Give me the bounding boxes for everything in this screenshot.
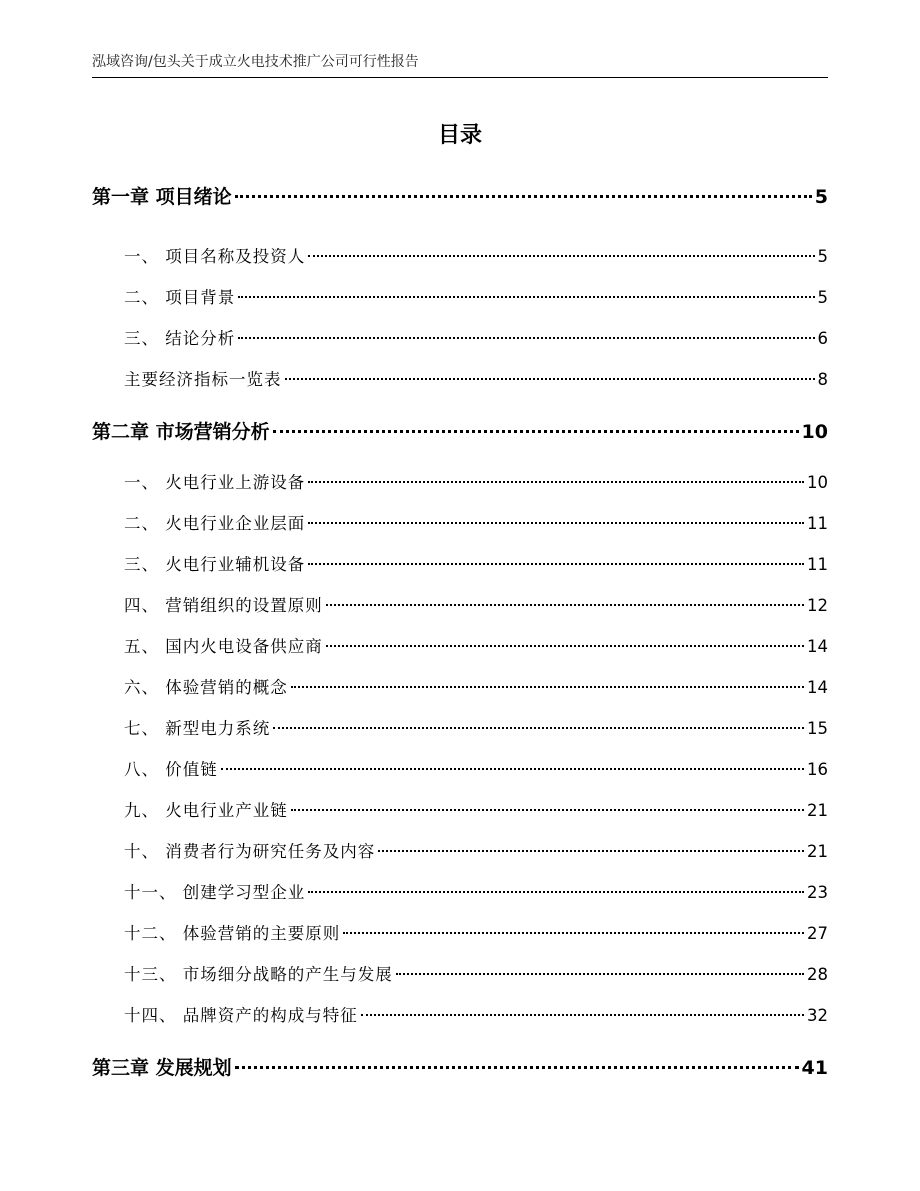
toc-dot-leader	[235, 195, 812, 198]
toc-page-number: 21	[807, 842, 828, 861]
toc-dot-leader	[361, 1014, 804, 1016]
toc-dot-leader	[221, 768, 804, 770]
toc-page-number: 10	[801, 421, 828, 443]
toc-section-entry[interactable]	[124, 675, 828, 701]
header-text: 泓域咨询/包头关于成立火电技术推广公司可行性报告	[92, 54, 419, 70]
toc-entry-label: 四、 营销组织的设置原则	[124, 596, 323, 615]
toc-page-number: 11	[807, 555, 828, 574]
toc-page-number: 28	[807, 965, 828, 984]
toc-page-number: 41	[801, 1057, 828, 1079]
toc-section-entry[interactable]	[124, 367, 828, 393]
toc-dot-leader	[285, 378, 815, 380]
toc-page-number: 5	[817, 247, 828, 266]
toc-section-entry[interactable]	[124, 552, 828, 578]
toc-page-number: 5	[817, 288, 828, 307]
toc-dot-leader	[273, 430, 799, 433]
toc-page-number: 21	[807, 801, 828, 820]
toc-page-number: 11	[807, 514, 828, 533]
toc-entry-label: 第三章 发展规划	[92, 1057, 232, 1079]
toc-entry-label: 九、 火电行业产业链	[124, 801, 288, 820]
toc-entry-label: 十三、 市场细分战略的产生与发展	[124, 965, 393, 984]
toc-section-entry[interactable]	[124, 470, 828, 496]
toc-page-number: 16	[807, 760, 828, 779]
toc-entry-label: 十四、 品牌资产的构成与特征	[124, 1006, 358, 1025]
toc-section-entry[interactable]	[124, 511, 828, 537]
toc-section-entry[interactable]	[124, 962, 828, 988]
toc-dot-leader	[343, 932, 804, 934]
toc-entry-label: 三、 火电行业辅机设备	[124, 555, 306, 574]
toc-entry-label: 三、 结论分析	[124, 329, 236, 348]
toc-dot-leader	[308, 255, 814, 257]
toc-dot-leader	[378, 850, 804, 852]
toc-dot-leader	[238, 296, 814, 298]
toc-page-number: 14	[807, 637, 828, 656]
toc-dot-leader	[273, 727, 804, 729]
toc-entry-label: 二、 火电行业企业层面	[124, 514, 306, 533]
toc-page-number: 5	[814, 186, 828, 208]
toc-entry-label: 十一、 创建学习型企业	[124, 883, 306, 902]
toc-dot-leader	[238, 337, 814, 339]
toc-chapter-entry[interactable]	[92, 182, 828, 212]
toc-section-entry[interactable]	[124, 285, 828, 311]
toc-dot-leader	[326, 645, 804, 647]
toc-entry-label: 六、 体验营销的概念	[124, 678, 288, 697]
toc-entry-label: 第一章 项目绪论	[92, 186, 232, 208]
toc-dot-leader	[308, 481, 804, 483]
toc-section-entry[interactable]	[124, 244, 828, 270]
header-divider	[92, 77, 828, 78]
toc-section-entry[interactable]	[124, 880, 828, 906]
toc-entry-label: 主要经济指标一览表	[124, 370, 282, 389]
toc-dot-leader	[235, 1066, 799, 1069]
page-title: 目录	[437, 123, 482, 148]
toc-entry-label: 五、 国内火电设备供应商	[124, 637, 323, 656]
toc-entry-label: 十二、 体验营销的主要原则	[124, 924, 341, 943]
toc-page-number: 32	[807, 1006, 828, 1025]
toc-entry-label: 一、 项目名称及投资人	[124, 247, 306, 266]
toc-entry-label: 十、 消费者行为研究任务及内容	[124, 842, 376, 861]
toc-section-entry[interactable]	[124, 839, 828, 865]
toc-entry-label: 八、 价值链	[124, 760, 218, 779]
toc-section-entry[interactable]	[124, 757, 828, 783]
toc-dot-leader	[326, 604, 804, 606]
toc-section-entry[interactable]	[124, 593, 828, 619]
toc-section-entry[interactable]	[124, 716, 828, 742]
toc-chapter-entry[interactable]	[92, 1053, 828, 1083]
toc-page-number: 15	[807, 719, 828, 738]
toc-dot-leader	[308, 563, 804, 565]
toc-entry-label: 七、 新型电力系统	[124, 719, 271, 738]
toc-entry-label: 一、 火电行业上游设备	[124, 473, 306, 492]
toc-entry-label: 二、 项目背景	[124, 288, 236, 307]
toc-section-entry[interactable]	[124, 634, 828, 660]
toc-dot-leader	[291, 809, 804, 811]
toc-page-number: 27	[807, 924, 828, 943]
toc-entry-label: 第二章 市场营销分析	[92, 421, 270, 443]
toc-dot-leader	[291, 686, 804, 688]
toc-section-entry[interactable]	[124, 921, 828, 947]
toc-dot-leader	[308, 522, 804, 524]
toc-section-entry[interactable]	[124, 326, 828, 352]
toc-page-number: 12	[807, 596, 828, 615]
toc-page-number: 8	[817, 370, 828, 389]
toc-page-number: 10	[807, 473, 828, 492]
toc-page-number: 14	[807, 678, 828, 697]
toc-dot-leader	[308, 891, 804, 893]
toc-chapter-entry[interactable]	[92, 417, 828, 447]
toc-page-number: 23	[807, 883, 828, 902]
toc-section-entry[interactable]	[124, 798, 828, 824]
toc-dot-leader	[396, 973, 804, 975]
toc-section-entry[interactable]	[124, 1003, 828, 1029]
toc-page-number: 6	[817, 329, 828, 348]
